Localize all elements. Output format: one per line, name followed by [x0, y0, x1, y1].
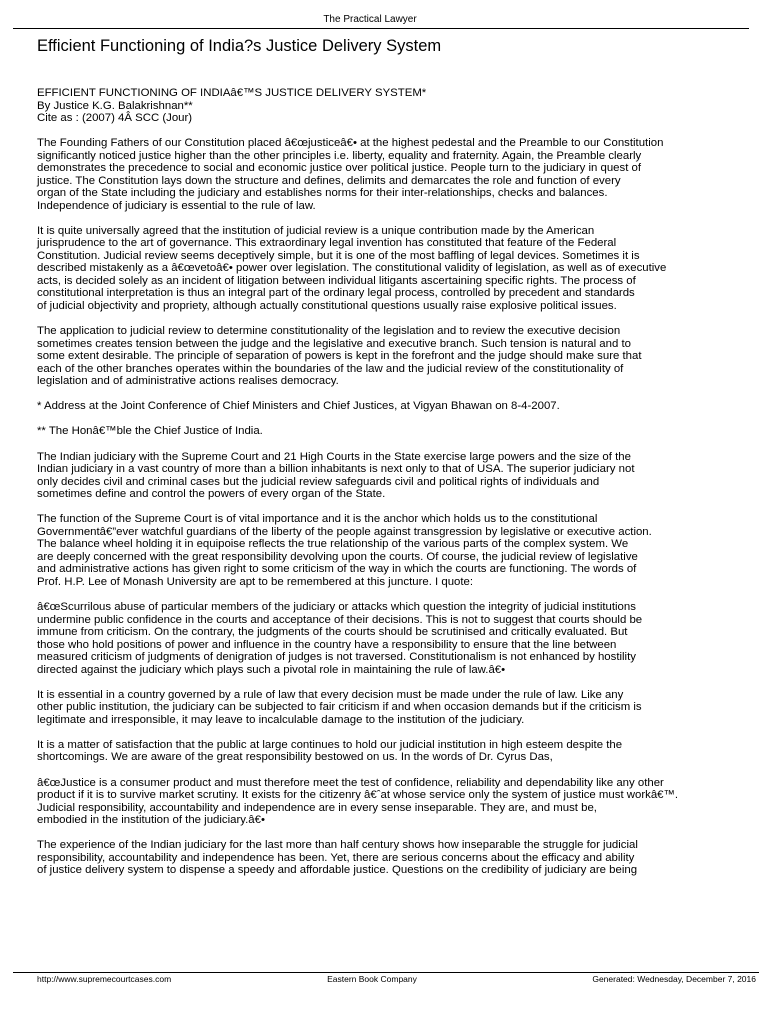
- paragraph-line: demonstrates the precedence to social and economic justice over political justice. People turn to the judiciary in quest of: [37, 162, 642, 175]
- paragraph-line: only decides civil and criminal cases but the judicial review safeguards civil and political rights of individuals and: [37, 475, 600, 488]
- body-paragraph: [37, 839, 753, 877]
- page-footer: [37, 974, 756, 986]
- body-paragraph: [37, 451, 753, 501]
- paragraph-line: organ of the State including the judiciary and establishes norms for their inter-relationships, checks and balances.: [37, 187, 608, 200]
- paragraph-line: The Indian judiciary with the Supreme Court and 21 High Courts in the State exercise large powers and the size of the: [37, 450, 631, 463]
- paragraph-line: measured criticism of judgments of denigration of judges is not traversed. Constitutionalism is not enhanced by hostility: [37, 651, 636, 663]
- paragraph-line: shortcomings. We are aware of the great responsibility bestowed on us. In the words of Dr. Cyrus Das,: [37, 751, 553, 764]
- paragraph-line: some extent desirable. The principle of separation of powers is kept in the forefront and the judge should make sure that: [37, 350, 642, 363]
- paragraph-line: and administrative actions has given right to some criticism of the way in which the courts are functioning. The words of: [37, 563, 637, 576]
- paragraph-line: legitimate and irresponsible, it may leave to incalculable damage to the institution of the judiciary.: [37, 713, 525, 726]
- body-paragraph: [37, 739, 753, 764]
- paragraph-line: sometimes define and control the powers of every organ of the State.: [37, 488, 386, 501]
- paragraph-line: jurisprudence to the art of governance. This extraordinary legal invention has constituted that feature of the Federal: [37, 237, 617, 250]
- body-paragraph: [37, 689, 753, 727]
- paragraph-line: It is quite universally agreed that the institution of judicial review is a unique contribution made by the American: [37, 224, 595, 237]
- body-paragraph: [37, 513, 753, 588]
- body-paragraph: [37, 400, 753, 413]
- footer-generated-date: Generated: Wednesday, December 7, 2016: [592, 974, 756, 984]
- paragraph-line: The balance wheel holding it in equipoise reflects the true relationship of the various parts of the complex system. We: [37, 538, 629, 551]
- paragraph-line: product if it is to survive market scrutiny. It exists for the citizenry â€ˆat whose service only the system of justice must workâ€™.: [37, 789, 679, 802]
- paragraph-line: are deeply concerned with the great responsibility devolving upon the courts. Of course, the judicial review of legislative: [37, 550, 638, 563]
- header-rule: [13, 28, 749, 29]
- paragraph-line: directed against the judiciary which plays such a pivotal role in maintaining the rule of law.â€•: [37, 663, 506, 676]
- body-paragraph: [37, 777, 753, 827]
- body-paragraph: [37, 87, 753, 125]
- paragraph-line: â€œScurrilous abuse of particular members of the judiciary or attacks which question the integrity of judicial institutions: [37, 601, 636, 613]
- paragraph-line: responsibility, accountability and independence has been. Yet, there are serious concerns about the efficacy and ability: [37, 851, 635, 864]
- paragraph-line: embodied in the institution of the judiciary.â€•: [37, 814, 265, 827]
- paragraph-line: Constitution. Judicial review seems deceptively simple, but it is one of the most baffling of legal devices. Sometimes it is: [37, 249, 640, 262]
- paragraph-line: The function of the Supreme Court is of vital importance and it is the anchor which holds us to the constitutional: [37, 513, 598, 526]
- footer-publisher: Eastern Book Company: [327, 974, 417, 984]
- body-paragraph: [37, 137, 753, 212]
- paragraph-line: The experience of the Indian judiciary for the last more than half century shows how inseparable the struggle for judicial: [37, 839, 638, 852]
- paragraph-line: The Founding Fathers of our Constitution placed â€œjusticeâ€• at the highest pedestal and the Preamble to our Constitution: [37, 137, 664, 150]
- paragraph-line: of justice delivery system to dispense a speedy and affordable justice. Questions on the credibility of judiciary are being: [37, 864, 638, 877]
- paragraph-line: Cite as : (2007) 4Â SCC (Jour): [37, 112, 193, 124]
- paragraph-line: Judicial responsibility, accountability and independence are in every sense inseparable. They are, and must be,: [37, 801, 597, 814]
- paragraph-line: Governmentâ€”ever watchful guardians of the liberty of the people against transgression by legislative or executive action.: [37, 525, 652, 538]
- paragraph-line: By Justice K.G. Balakrishnan**: [37, 99, 193, 112]
- document-title: Efficient Functioning of India?s Justice Delivery System: [37, 37, 442, 55]
- paragraph-line: immune from criticism. On the contrary, the judgments of the courts should be scrutinised and critically evaluated. But: [37, 626, 628, 638]
- paragraph-line: other public institution, the judiciary can be subjected to fair criticism if and when occasion demands but if the criticism is: [37, 701, 642, 714]
- paragraph-line: â€œJustice is a consumer product and must therefore meet the test of confidence, reliability and dependability like any other: [37, 776, 664, 789]
- paragraph-line: sometimes creates tension between the judge and the legislative and executive branch. Such tension is natural and to: [37, 337, 631, 350]
- paragraph-line: constitutional interpretation is thus an integral part of the ordinary legal process, controlled by precedent and standards: [37, 287, 635, 300]
- paragraph-line: It is a matter of satisfaction that the public at large continues to hold our judicial institution in high esteem despite the: [37, 738, 623, 751]
- paragraph-line: of judicial objectivity and propriety, although actually constitutional questions usually raise explosive political issues.: [37, 299, 617, 312]
- paragraph-line: those who hold positions of power and influence in the country have a responsibility to ensure that the line between: [37, 638, 617, 651]
- paragraph-line: each of the other branches operates within the boundaries of the law and the judicial review of the constitutionality of: [37, 362, 624, 375]
- paragraph-line: legislation and of administrative actions realises democracy.: [37, 375, 339, 388]
- body-paragraph: [37, 601, 753, 676]
- running-header: The Practical Lawyer: [323, 14, 417, 25]
- body-paragraph: [37, 325, 753, 388]
- paragraph-line: described mistakenly as a â€œvetoâ€• power over legislation. The constitutional validity of legislation, as well as of executive: [37, 262, 667, 275]
- paragraph-line: Prof. H.P. Lee of Monash University are apt to be remembered at this juncture. I quote:: [37, 575, 474, 588]
- footer-url[interactable]: http://www.supremecourtcases.com: [37, 974, 172, 984]
- paragraph-line: ** The Honâ€™ble the Chief Justice of India.: [37, 425, 263, 438]
- paragraph-line: acts, is decided solely as an incident of litigation between individual litigants ascertaining specific rights. The process of: [37, 274, 636, 287]
- paragraph-line: Independence of judiciary is essential to the rule of law.: [37, 199, 316, 212]
- paragraph-line: The application to judicial review to determine constitutionality of the legislation and to review the executive decision: [37, 325, 621, 338]
- footer-rule: [13, 972, 759, 973]
- paragraph-line: * Address at the Joint Conference of Chief Ministers and Chief Justices, at Vigyan Bhawan on 8-4-2007.: [37, 400, 560, 413]
- paragraph-line: undermine public confidence in the courts and acceptance of their decisions. This is not to suggest that courts should be: [37, 613, 643, 626]
- paragraph-line: EFFICIENT FUNCTIONING OF INDIAâ€™S JUSTICE DELIVERY SYSTEM*: [37, 87, 427, 99]
- paragraph-line: It is essential in a country governed by a rule of law that every decision must be made under the rule of law. Like any: [37, 688, 624, 701]
- paragraph-line: justice. The Constitution lays down the structure and defines, delimits and demarcates the role and function of every: [37, 174, 621, 187]
- body-paragraph: [37, 425, 753, 438]
- paragraph-line: significantly noticed justice higher than the other principles i.e. liberty, equality and fraternity. Again, the Preamble clearly: [37, 149, 642, 162]
- document-body: [37, 87, 753, 889]
- paragraph-line: Indian judiciary in a vast country of more than a billion inhabitants is next only to that of USA. The superior judiciary not: [37, 463, 635, 476]
- body-paragraph: [37, 225, 753, 313]
